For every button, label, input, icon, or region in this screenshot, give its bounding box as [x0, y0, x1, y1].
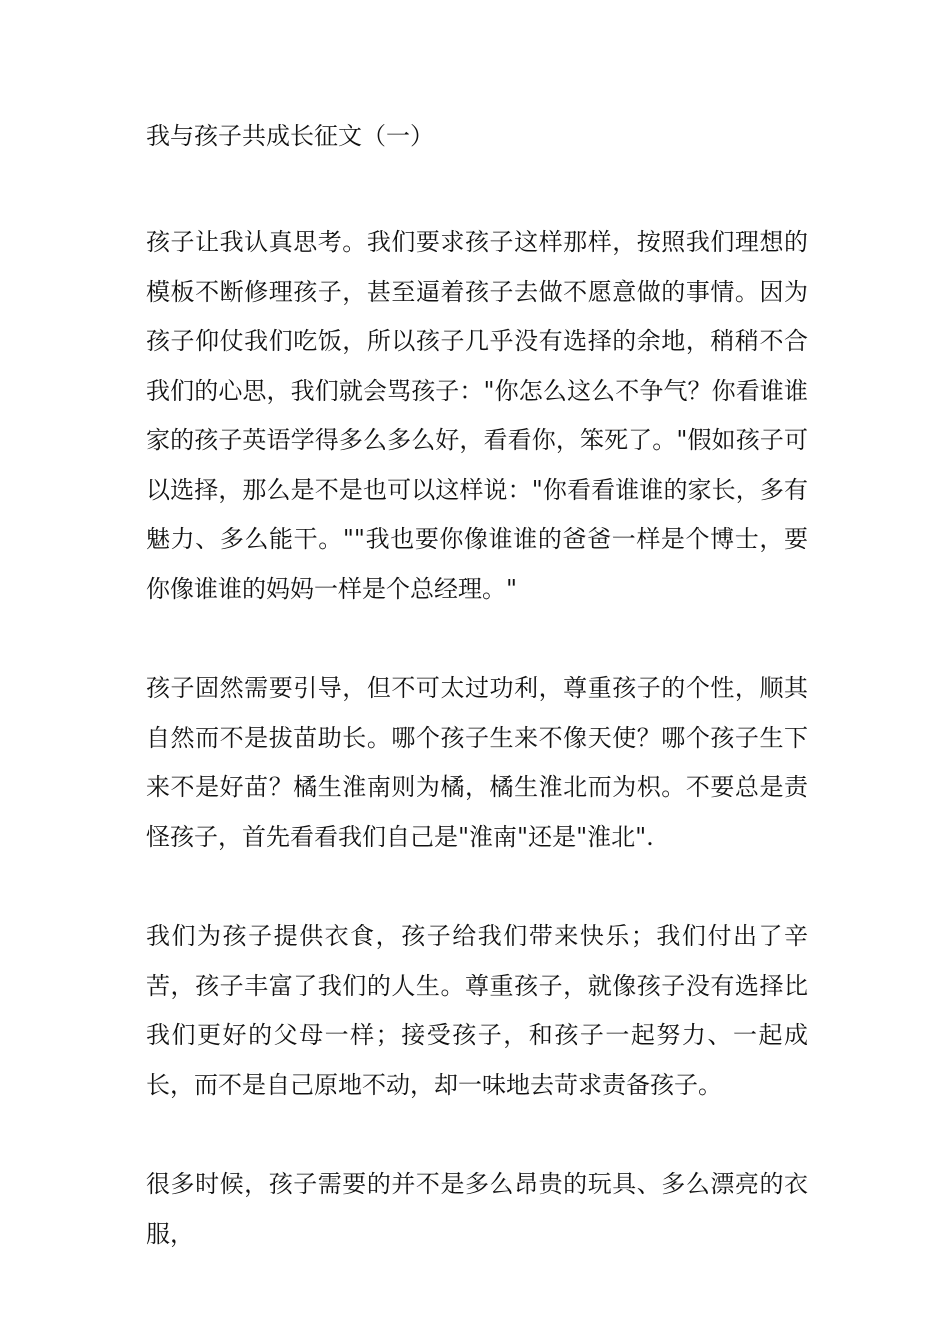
paragraph-1: 孩子让我认真思考。我们要求孩子这样那样，按照我们理想的模板不断修理孩子，甚至逼着孩子去做不愿意做的事情。因为孩子仰仗我们吃饭，所以孩子几乎没有选择的余地，稍稍不合我们的心思，我们就会骂孩子："你怎么这么不争气？你看谁谁家的孩子英语学得多么多么好，看看你，笨死了。"假如孩子可以选择，那么是不是也可以这样说："你看看谁谁的家长，多有魅力、多么能干。""我也要你像谁谁的爸爸一样是个博士，要你像谁谁的妈妈一样是个总经理。": [146, 228, 808, 603]
document-title: 我与孩子共成长征文（一）: [146, 122, 434, 150]
paragraph-3: 我们为孩子提供衣食，孩子给我们带来快乐；我们付出了辛苦，孩子丰富了我们的人生。尊重孩子，就像孩子没有选择比我们更好的父母一样；接受孩子，和孩子一起努力、一起成长，而不是自己原地不动，却一味地去苛求责备孩子。: [146, 922, 808, 1099]
document-body: [146, 116, 808, 1259]
paragraph-4: 很多时候，孩子需要的并不是多么昂贵的玩具、多么漂亮的衣服，: [146, 1170, 808, 1248]
paragraph-2: 孩子固然需要引导，但不可太过功利，尊重孩子的个性，顺其自然而不是拔苗助长。哪个孩子生来不像天使？哪个孩子生下来不是好苗？橘生淮南则为橘，橘生淮北而为枳。不要总是责怪孩子，首先看看我们自己是"淮南"还是"淮北".: [146, 674, 808, 851]
